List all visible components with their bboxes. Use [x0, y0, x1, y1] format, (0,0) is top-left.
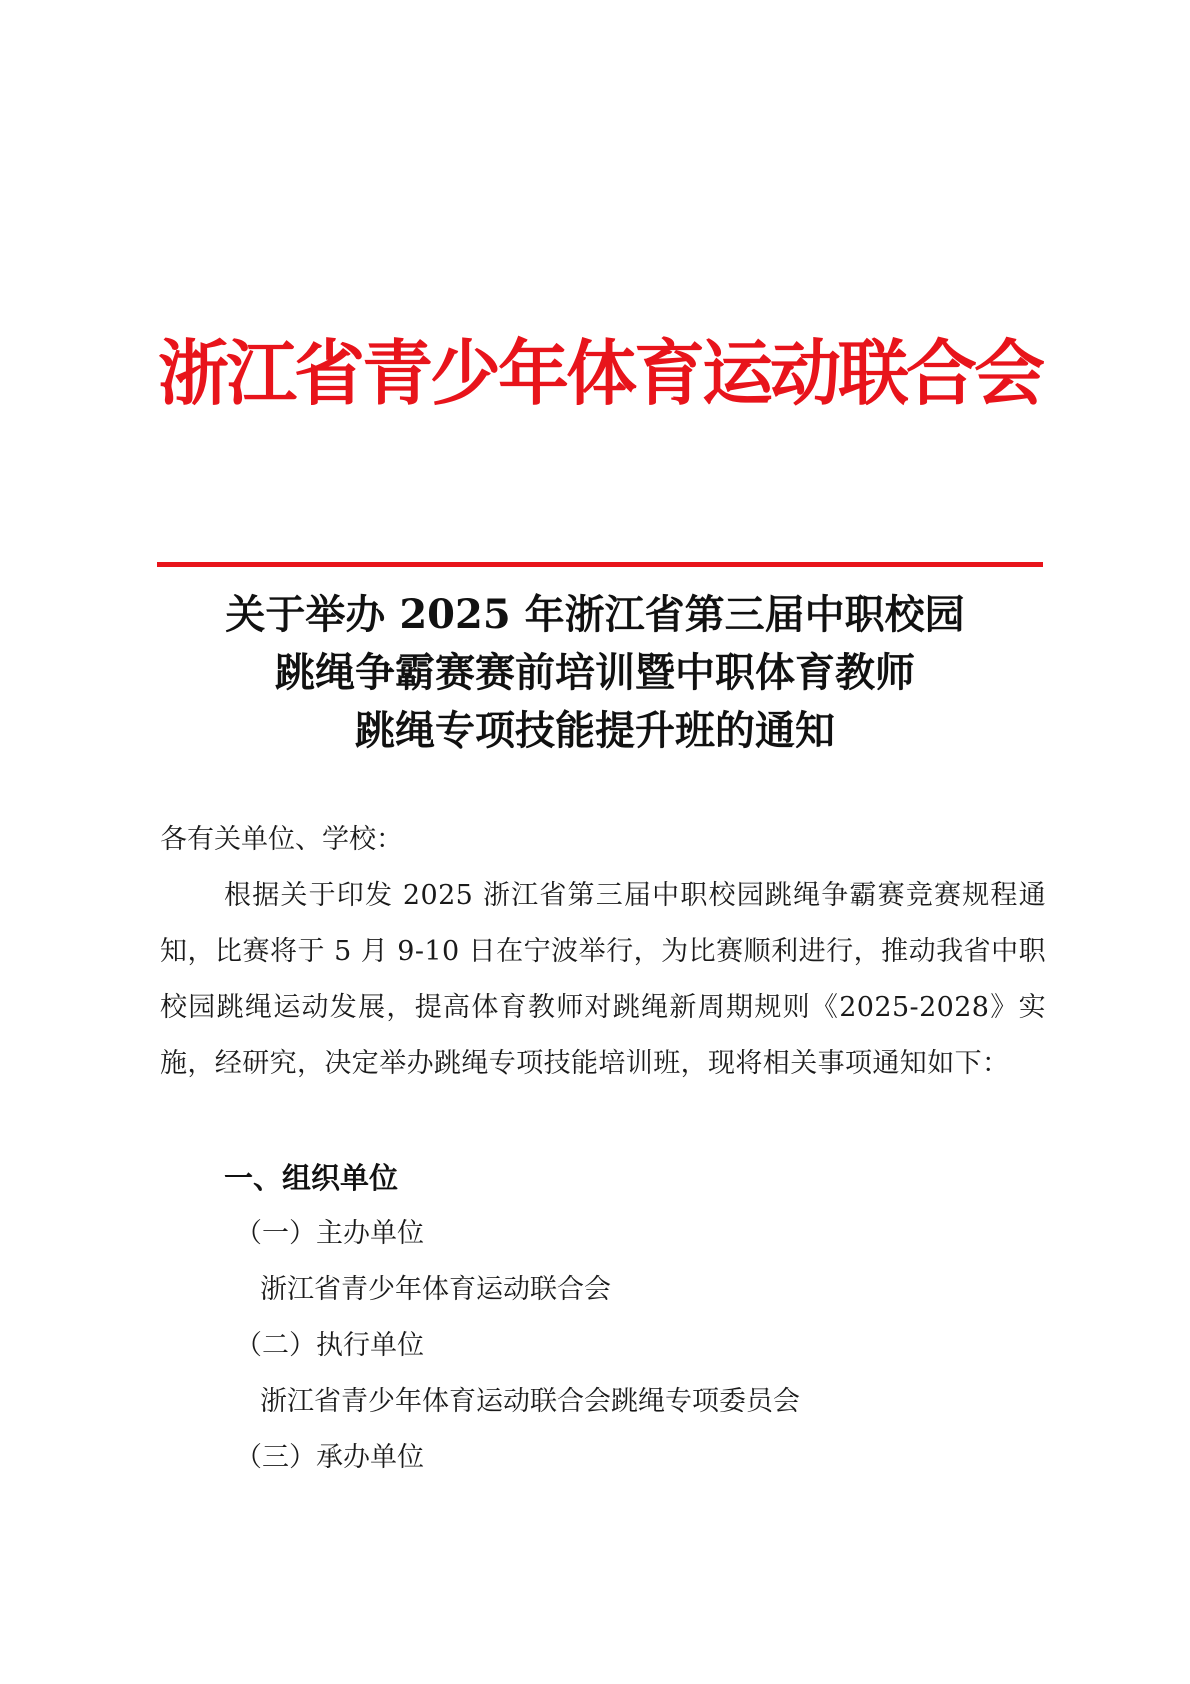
notice-title-line-3: 跳绳专项技能提升班的通知: [355, 707, 835, 754]
letterhead-red-rule: [157, 562, 1043, 567]
notice-title-line-2: 跳绳争霸赛赛前培训暨中职体育教师: [275, 649, 915, 696]
section-heading-organizers: 一、组织单位: [224, 1161, 399, 1195]
notice-title-line-1: 关于举办 2025 年浙江省第三届中职校园: [225, 591, 965, 638]
intro-paragraph: 根据关于印发 2025 浙江省第三届中职校园跳绳争霸赛竞赛规程通知，比赛将于 5 月 9-10 日在宁波举行，为比赛顺利进行，推动我省中职校园跳绳运动发展，提高体育教师对跳绳新周期规则《2025-2028》实施，经研究，决定举办跳绳专项技能培训班，现将相关事项通知如下：: [160, 880, 1046, 1079]
sub-item-executor-value: 浙江省青少年体育运动联合会跳绳专项委员会: [260, 1386, 800, 1417]
notice-title: [130, 586, 1060, 760]
sub-item-undertaker-label: （三）承办单位: [235, 1442, 424, 1473]
notice-body: [160, 812, 1046, 1092]
sub-item-host-value: 浙江省青少年体育运动联合会: [260, 1274, 611, 1305]
sub-item-host-label: （一）主办单位: [235, 1218, 424, 1249]
sub-item-executor-label: （二）执行单位: [235, 1330, 424, 1361]
salutation: 各有关单位、学校：: [160, 824, 403, 855]
letterhead-organization: 浙江省青少年体育运动联合会: [157, 331, 1042, 415]
